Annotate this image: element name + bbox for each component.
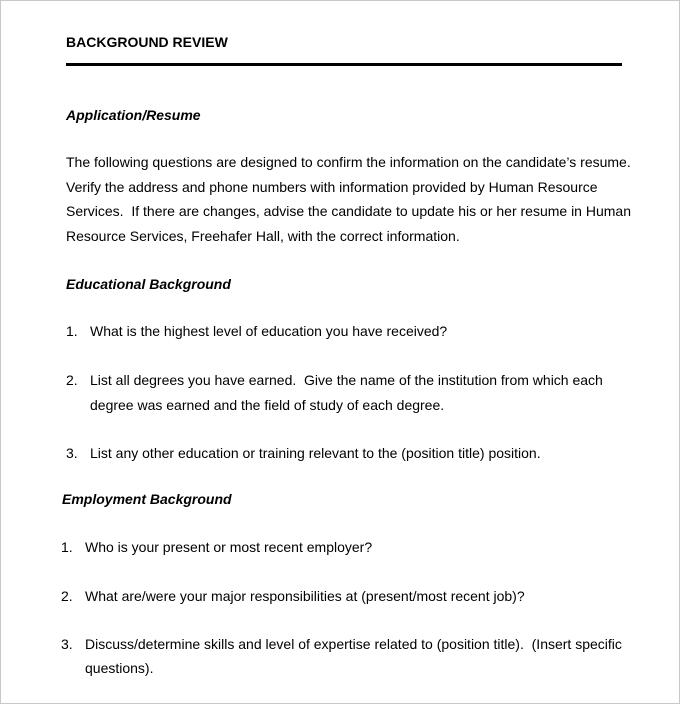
- list-item: What is the highest level of education you have received?: [90, 323, 448, 339]
- list-item: Who is your present or most recent employer?: [85, 539, 373, 555]
- section-heading-employment: Employment Background: [62, 491, 232, 507]
- title-divider: [66, 63, 622, 66]
- document-title: BACKGROUND REVIEW: [66, 34, 228, 50]
- list-item-continued: degree was earned and the field of study of each degree.: [90, 397, 445, 413]
- section-heading-education: Educational Background: [66, 276, 231, 292]
- list-number: 1.: [61, 539, 73, 555]
- list-number: 3.: [66, 445, 78, 461]
- list-number: 3.: [61, 636, 73, 652]
- list-number: 2.: [66, 372, 78, 388]
- section-heading-application: Application/Resume: [66, 107, 201, 123]
- paragraph-line: Verify the address and phone numbers with information provided by Human Resource: [66, 179, 598, 195]
- list-item: List all degrees you have earned. Give the name of the institution from which each: [90, 372, 603, 388]
- list-item: List any other education or training relevant to the (position title) position.: [90, 445, 541, 461]
- list-item: Discuss/determine skills and level of expertise related to (position title). (Insert specific: [85, 636, 622, 652]
- list-item: What are/were your major responsibilities at (present/most recent job)?: [85, 588, 525, 604]
- list-number: 2.: [61, 588, 73, 604]
- paragraph-line: The following questions are designed to confirm the information on the candidate’s resume.: [66, 154, 631, 170]
- paragraph-line: Resource Services, Freehafer Hall, with the correct information.: [66, 228, 460, 244]
- paragraph-line: Services. If there are changes, advise the candidate to update his or her resume in Human: [66, 203, 631, 219]
- list-number: 1.: [66, 323, 78, 339]
- list-item-continued: questions).: [85, 660, 154, 676]
